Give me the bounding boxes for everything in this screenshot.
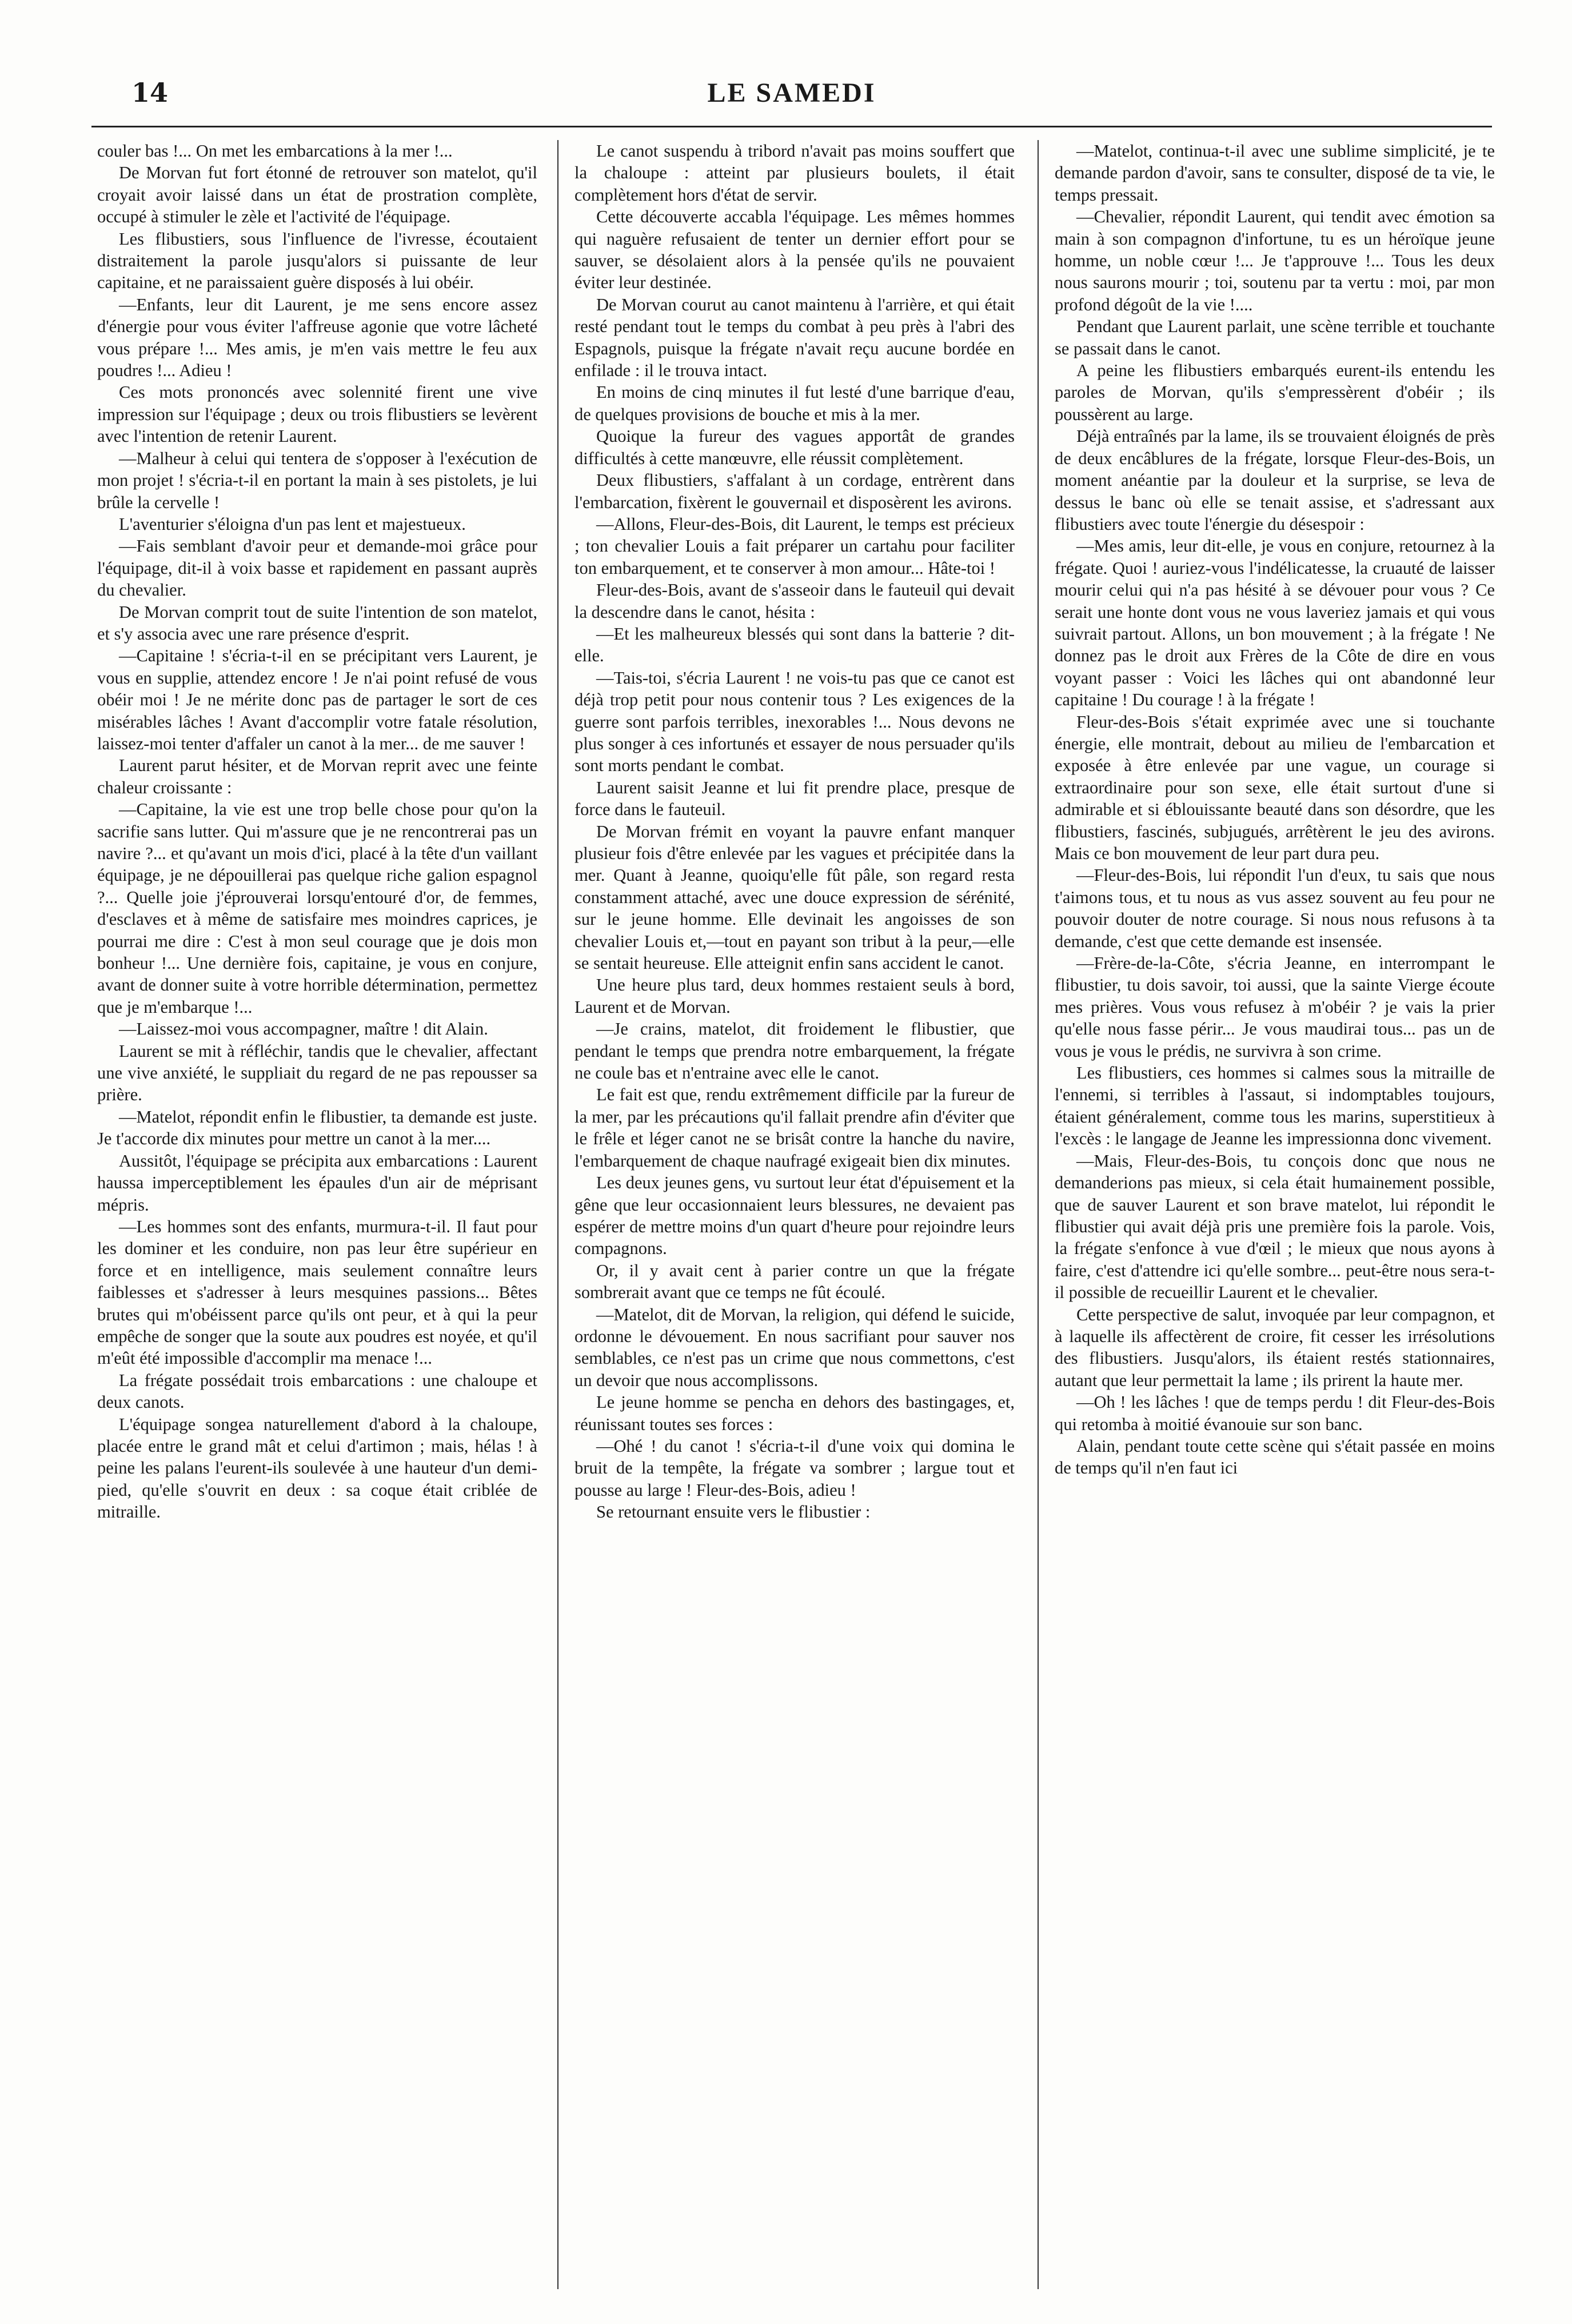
- page-number: 14: [131, 77, 169, 108]
- paragraph: La frégate possédait trois embarcations : une chaloupe et deux canots.: [97, 1370, 537, 1412]
- paragraph: Les flibustiers, ces hommes si calmes sous la mitraille de l'ennemi, si terribles à l'assaut, si indomptables toujours, étaient généralement, comme tous les marins, superstitieux à l'excès : le langage de Jeanne les impressionna donc vivement.: [1055, 1063, 1495, 1149]
- paragraph: De Morvan frémit en voyant la pauvre enfant manquer plusieur fois d'être enlevée par les vagues et précipitée dans la mer. Quant à Jeanne, quoiqu'elle fût pâle, son regard resta constamment attaché, avec une douce expression de sérénité, sur le jeune homme. Elle devinait les angoisses de son chevalier Louis et,—tout en payant son tribut à la peur,—elle se sentait heureuse. Elle atteignit enfin sans accident le canot.: [574, 821, 1015, 973]
- paragraph: —Enfants, leur dit Laurent, je me sens encore assez d'énergie pour vous éviter l'affreuse agonie que votre lâcheté vous prépare !... Mes amis, je m'en vais mettre le feu aux poudres !... Adieu !: [97, 294, 537, 381]
- paragraph: Déjà entraînés par la lame, ils se trouvaient éloignés de près de deux encâblures de la frégate, lorsque Fleur-des-Bois, un moment anéantie par la douleur et la surprise, se leva de dessus le banc où elle se tenait assise, et s'adressant aux flibustiers avec toute l'énergie du désespoir :: [1055, 426, 1495, 534]
- paragraph: Pendant que Laurent parlait, une scène terrible et touchante se passait dans le canot.: [1055, 317, 1495, 358]
- text-column-2: [574, 140, 1015, 2289]
- paragraph: De Morvan fut fort étonné de retrouver son matelot, qu'il croyait avoir laissé dans un état de prostration complète, occupé à stimuler le zèle et l'activité de l'équipage.: [97, 163, 537, 227]
- paragraph: Alain, pendant toute cette scène qui s'était passée en moins de temps qu'il n'en faut ici: [1055, 1436, 1495, 1478]
- paragraph: —Frère-de-la-Côte, s'écria Jeanne, en interrompant le flibustier, tu dois savoir, toi aussi, que la sainte Vierge écoute mes prières. Vous vous refusez à m'obéir ? je vais la prier qu'elle nous fasse périr... Je vous maudirai tous... pas un de vous je vous le prédis, ne survivra à son crime.: [1055, 953, 1495, 1061]
- paragraph: Cette perspective de salut, invoquée par leur compagnon, et à laquelle ils affectèrent de croire, fit cesser les irrésolutions des flibustiers. Jusqu'alors, ils étaient restés stationnaires, autant que leur permettait la lame ; ils prirent la haute mer.: [1055, 1304, 1495, 1390]
- paragraph: Les flibustiers, sous l'influence de l'ivresse, écoutaient distraitement la parole jusqu'alors si puissante de leur capitaine, et ne paraissaient guère disposés à lui obéir.: [97, 229, 537, 293]
- paragraph: A peine les flibustiers embarqués eurent-ils entendu les paroles de Morvan, qu'ils s'empressèrent d'obéir ; ils poussèrent au large.: [1055, 361, 1495, 424]
- paragraph: Se retournant ensuite vers le flibustier :: [596, 1502, 871, 1522]
- paragraph: —Capitaine, la vie est une trop belle chose pour qu'on la sacrifie sans lutter. Qui m'assure que je ne rencontrerai pas un navire ?... et qu'avant un mois d'ici, placé à la tête d'un vaillant équipage, je ne dépouillerai pas quelque riche galion espagnol ?... Quelle joie j'éprouverai lorsqu'entouré d'or, de femmes, d'esclaves et à même de satisfaire mes moindres caprices, je pourrai me dire : C'est à mon seul courage que je dois mon bonheur !... Une dernière fois, capitaine, je vous en conjure, avant de donner suite à votre horrible détermination, permettez que je m'embarque !...: [97, 800, 537, 1017]
- paragraph: couler bas !... On met les embarcations à la mer !...: [97, 141, 453, 161]
- header-rule: [91, 126, 1492, 127]
- paragraph: —Ohé ! du canot ! s'écria-t-il d'une voix qui domina le bruit de la tempête, la frégate va sombrer ; largue tout et pousse au large ! Fleur-des-Bois, adieu !: [574, 1436, 1015, 1500]
- paragraph: —Oh ! les lâches ! que de temps perdu ! dit Fleur-des-Bois qui retomba à moitié évanouie sur son banc.: [1055, 1392, 1495, 1434]
- column-divider: [557, 140, 558, 2289]
- paragraph: L'équipage songea naturellement d'abord à la chaloupe, placée entre le grand mât et celui d'artimon ; mais, hélas ! à peine les palans l'eurent-ils soulevée à une hauteur d'un demi-pied, qu'elle s'ouvrit en deux : sa coque était criblée de mitraille.: [97, 1414, 537, 1522]
- paragraph: —Mes amis, leur dit-elle, je vous en conjure, retournez à la frégate. Quoi ! auriez-vous l'indélicatesse, la cruauté de laisser mourir celui qui n'a pas hésité à se dévouer pour vous ? Ce serait une honte dont vous ne vous laveriez jamais et qui vous suivrait partout. Allons, un bon mouvement ; à la frégate ! Ne donnez pas le droit aux Frères de la Côte de dire en vous voyant passer : Voici les lâches qui ont abandonné leur capitaine ! Du courage ! à la frégate !: [1055, 536, 1495, 710]
- paragraph: Laurent saisit Jeanne et lui fit prendre place, presque de force dans le fauteuil.: [574, 777, 1015, 820]
- journal-title: LE SAMEDI: [707, 78, 876, 108]
- paragraph: —Capitaine ! s'écria-t-il en se précipitant vers Laurent, je vous en supplie, attendez encore ! Je n'ai point refusé de vous obéir moi ! Je ne mérite donc pas de partager le sort de ces misérables lâches ! Avant d'accomplir votre fatale résolution, laissez-moi tenter d'affaler un canot à la mer... de me sauver !: [97, 646, 537, 753]
- paragraph: —Fleur-des-Bois, lui répondit l'un d'eux, tu sais que nous t'aimons tous, et tu nous as vus assez souvent au feu pour ne pouvoir douter de notre courage. Si nous nous refusons à ta demande, c'est que cette demande est insensée.: [1055, 865, 1495, 951]
- paragraph: De Morvan comprit tout de suite l'intention de son matelot, et s'y associa avec une rare présence d'esprit.: [97, 602, 537, 644]
- paragraph: Cette découverte accabla l'équipage. Les mêmes hommes qui naguère refusaient de tenter un dernier effort pour se sauver, se désolaient alors à la pensée qu'ils ne pouvaient éviter leur destinée.: [574, 207, 1015, 293]
- page-header: [91, 77, 1492, 117]
- paragraph: Ces mots prononcés avec solennité firent une vive impression sur l'équipage ; deux ou trois flibustiers se levèrent avec l'intention de retenir Laurent.: [97, 382, 537, 446]
- paragraph: De Morvan courut au canot maintenu à l'arrière, et qui était resté pendant tout le temps du combat à peu près à l'abri des Espagnols, puisque la frégate n'avait reçu aucune bordée en enfilade : il le trouva intact.: [574, 294, 1015, 381]
- text-column-3: [1055, 140, 1495, 2289]
- paragraph: —Les hommes sont des enfants, murmura-t-il. Il faut pour les dominer et les conduire, non pas leur être supérieur en force et en intelligence, mais seulement connaître leurs faiblesses et s'adresser à leurs mesquines passions... Bêtes brutes qui m'obéissent parce qu'ils ont peur, et à qui la peur empêche de songer que la soute aux poudres est noyée, et qu'il m'eût été impossible d'accomplir ma menace !...: [97, 1216, 537, 1368]
- paragraph: Fleur-des-Bois s'était exprimée avec une si touchante énergie, elle montrait, debout au milieu de l'embarcation et exposée à être enlevée par une vague, un courage si extraordinaire pour son sexe, elle était surtout d'une si admirable et si éblouissante beauté dans son désordre, que les flibustiers, fascinés, subjugués, arrêtèrent le jeu des avirons. Mais ce bon mouvement de leur part dura peu.: [1055, 712, 1495, 863]
- paragraph: —Tais-toi, s'écria Laurent ! ne vois-tu pas que ce canot est déjà trop petit pour nous contenir tous ? Les exigences de la guerre sont parfois terribles, inexorables !... Nous devons ne plus songer à ces infortunés et essayer de nous persuader qu'ils sont morts pendant le combat.: [574, 668, 1015, 776]
- paragraph: Le fait est que, rendu extrêmement difficile par la fureur de la mer, par les précautions qu'il fallait prendre afin d'éviter que le frêle et léger canot ne se brisât contre la hanche du navire, l'embarquement de chaque naufragé exigeait bien dix minutes.: [574, 1085, 1015, 1171]
- paragraph: —Fais semblant d'avoir peur et demande-moi grâce pour l'équipage, dit-il à voix basse et rapidement en passant auprès du chevalier.: [97, 536, 537, 600]
- paragraph: —Je crains, matelot, dit froidement le flibustier, que pendant le temps que prendra notre embarquement, la frégate ne coule bas et n'entraine avec elle le canot.: [574, 1019, 1015, 1083]
- paragraph: —Laissez-moi vous accompagner, maître ! dit Alain.: [119, 1019, 488, 1039]
- column-divider: [1038, 140, 1039, 2289]
- paragraph: Laurent se mit à réfléchir, tandis que le chevalier, affectant une vive anxiété, le suppliait du regard de ne pas repousser sa prière.: [97, 1041, 537, 1105]
- paragraph: Le canot suspendu à tribord n'avait pas moins souffert que la chaloupe : atteint par plusieurs boulets, il était complètement hors d'état de servir.: [574, 141, 1015, 205]
- paragraph: —Malheur à celui qui tentera de s'opposer à l'exécution de mon projet ! s'écria-t-il en portant la main à ses pistolets, je lui brûle la cervelle !: [97, 448, 537, 512]
- paragraph: Deux flibustiers, s'affalant à un cordage, entrèrent dans l'embarcation, fixèrent le gouvernail et disposèrent les avirons.: [574, 470, 1015, 512]
- paragraph: L'aventurier s'éloigna d'un pas lent et majestueux.: [119, 514, 466, 534]
- paragraph: Aussitôt, l'équipage se précipita aux embarcations : Laurent haussa imperceptiblement les épaules d'un air de méprisant mépris.: [97, 1151, 537, 1215]
- paragraph: —Et les malheureux blessés qui sont dans la batterie ? dit-elle.: [574, 624, 1015, 666]
- paragraph: —Matelot, continua-t-il avec une sublime simplicité, je te demande pardon d'avoir, sans te consulter, disposé de ta vie, le temps pressait.: [1055, 141, 1495, 205]
- paragraph: Fleur-des-Bois, avant de s'asseoir dans le fauteuil qui devait la descendre dans le canot, hésita :: [574, 580, 1015, 622]
- paragraph: —Allons, Fleur-des-Bois, dit Laurent, le temps est précieux ; ton chevalier Louis a fait préparer un cartahu pour faciliter ton embarquement, et te conserver à mon amour... Hâte-toi !: [574, 514, 1015, 578]
- paragraph: Laurent parut hésiter, et de Morvan reprit avec une feinte chaleur croissante :: [97, 756, 537, 797]
- paragraph: —Matelot, dit de Morvan, la religion, qui défend le suicide, ordonne le dévouement. En nous sacrifiant pour sauver nos semblables, ce n'est pas un crime que nous commettons, c'est un devoir que nous accomplissons.: [574, 1304, 1015, 1390]
- text-column-1: [97, 140, 537, 2289]
- paragraph: En moins de cinq minutes il fut lesté d'une barrique d'eau, de quelques provisions de bouche et mis à la mer.: [574, 382, 1015, 424]
- paragraph: Or, il y avait cent à parier contre un que la frégate sombrerait avant que ce temps ne fût écoulé.: [574, 1260, 1015, 1303]
- paragraph: Une heure plus tard, deux hommes restaient seuls à bord, Laurent et de Morvan.: [574, 975, 1015, 1017]
- paragraph: Quoique la fureur des vagues apportât de grandes difficultés à cette manœuvre, elle réussit complètement.: [574, 426, 1015, 468]
- paragraph: Le jeune homme se pencha en dehors des bastingages, et, réunissant toutes ses forces :: [574, 1392, 1015, 1434]
- paragraph: —Matelot, répondit enfin le flibustier, ta demande est juste. Je t'accorde dix minutes pour mettre un canot à la mer....: [97, 1107, 537, 1149]
- paragraph: —Chevalier, répondit Laurent, qui tendit avec émotion sa main à son compagnon d'infortune, tu es un héroïque jeune homme, un noble cœur !... Je t'approuve !... Tous les deux nous saurons mourir ; toi, soutenu par ta vertu : moi, par mon profond dégoût de la vie !....: [1055, 207, 1495, 314]
- paragraph: Les deux jeunes gens, vu surtout leur état d'épuisement et la gêne que leur occasionnaient leurs blessures, ne devaient pas espérer de mettre moins d'un quart d'heure pour rejoindre leurs compagnons.: [574, 1173, 1015, 1259]
- paragraph: —Mais, Fleur-des-Bois, tu conçois donc que nous ne demanderions pas mieux, si cela était humainement possible, que de sauver Laurent et son brave matelot, lui répondit le flibustier qui avait déjà pris une première fois la parole. Vois, la frégate s'enfonce à vue d'œil ; le mieux que nous ayons à faire, c'est d'attendre ici qu'elle sombre... peut-être nous sera-t-il possible de recueillir Laurent et le chevalier.: [1055, 1151, 1495, 1303]
